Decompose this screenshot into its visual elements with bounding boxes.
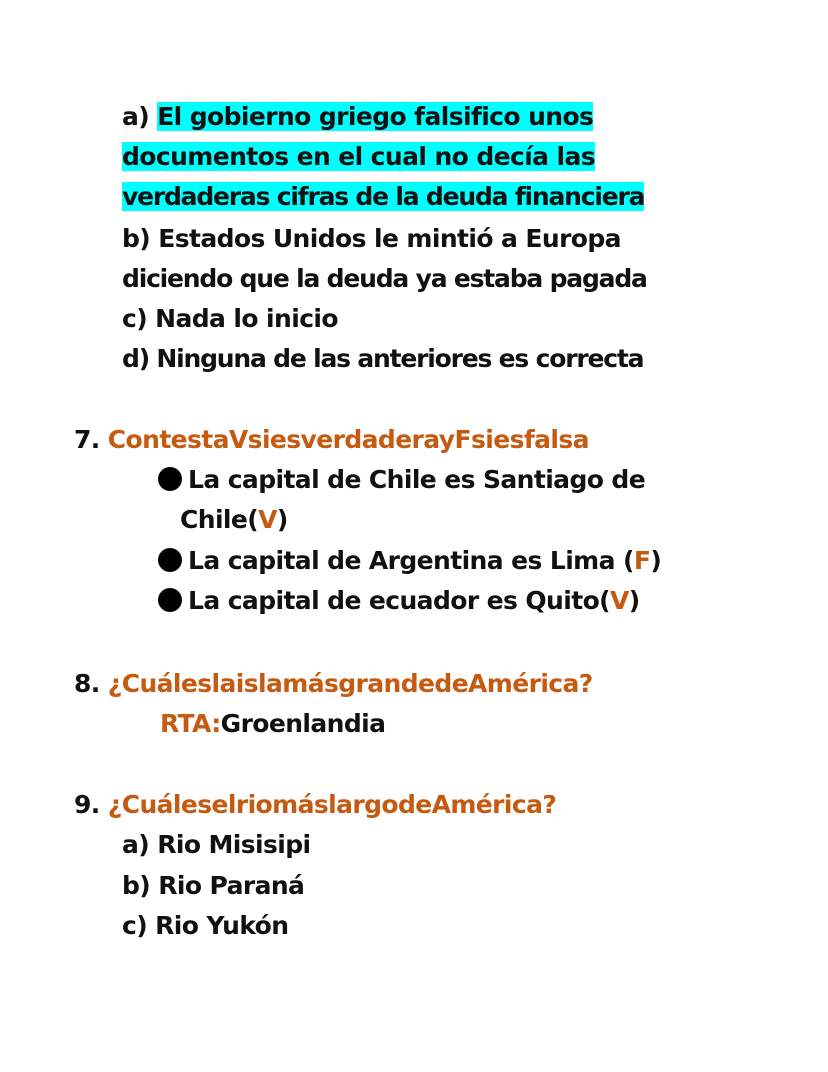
q6-option-c: c) Nada lo inicio (122, 304, 338, 333)
q7-item-1-close: ) (276, 505, 288, 534)
q7-item-3-answer: V (609, 586, 629, 615)
q8-number: 8. (74, 669, 108, 698)
q7-title: ContestaVsiesverdaderayFsiesfalsa (107, 425, 589, 454)
q8-answer-label: RTA: (160, 709, 221, 738)
bullet-icon (158, 588, 182, 612)
q7-item-1-text-2: Chile( (180, 505, 259, 534)
q6-option-a-line-2 (122, 137, 595, 177)
q9-option-c: c) Rio Yukón (122, 911, 289, 940)
q7-item-1-text: La capital de Chile es Santiago de (188, 465, 646, 494)
q8-title: ¿CuáleslaislamásgrandedeAmérica? (107, 669, 593, 698)
q6-option-a-line-3 (122, 177, 644, 217)
q6-option-b-line-2: diciendo que la deuda ya estaba pagada (122, 264, 647, 293)
q7-item-2-close: ) (650, 546, 662, 575)
q8-answer (160, 704, 385, 744)
q6-option-a-highlighted-text-3: verdaderas cifras de la deuda financiera (122, 182, 645, 211)
q7-number: 7. (74, 425, 108, 454)
q7-item-3-close: ) (628, 586, 640, 615)
q6-option-d: d) Ninguna de las anteriores es correcta (122, 344, 644, 373)
q7-item-2-text: La capital de Argentina es Lima ( (188, 546, 634, 575)
q6-option-a-line-1 (122, 97, 593, 137)
q7-item-3 (158, 581, 640, 621)
q9-option-b: b) Rio Paraná (122, 871, 305, 900)
bullet-icon (158, 548, 182, 572)
q6-option-a-label: a) (122, 102, 158, 131)
bullet-icon (158, 467, 182, 491)
q9-number: 9. (74, 790, 108, 819)
q7-item-1-answer: V (258, 505, 277, 534)
q6-option-b-line-1: b) Estados Unidos le mintió a Europa (122, 224, 621, 253)
q6-option-a-highlighted-text-1: El gobierno griego falsifico unos (157, 102, 594, 131)
q8-heading (74, 664, 593, 704)
q7-item-3-text: La capital de ecuador es Quito( (188, 586, 610, 615)
q9-title: ¿CuáleselriomáslargodeAmérica? (107, 790, 557, 819)
q9-option-a: a) Rio Misisipi (122, 830, 311, 859)
q8-answer-text: Groenlandia (220, 709, 386, 738)
q7-item-2 (158, 541, 661, 581)
q7-item-2-answer: F (633, 546, 651, 575)
q7-heading (74, 420, 589, 460)
q7-item-1-line-1 (158, 460, 645, 500)
q7-item-1-line-2 (180, 500, 288, 540)
q9-heading (74, 785, 556, 825)
q6-option-a-highlighted-text-2: documentos en el cual no decía las (122, 142, 596, 171)
